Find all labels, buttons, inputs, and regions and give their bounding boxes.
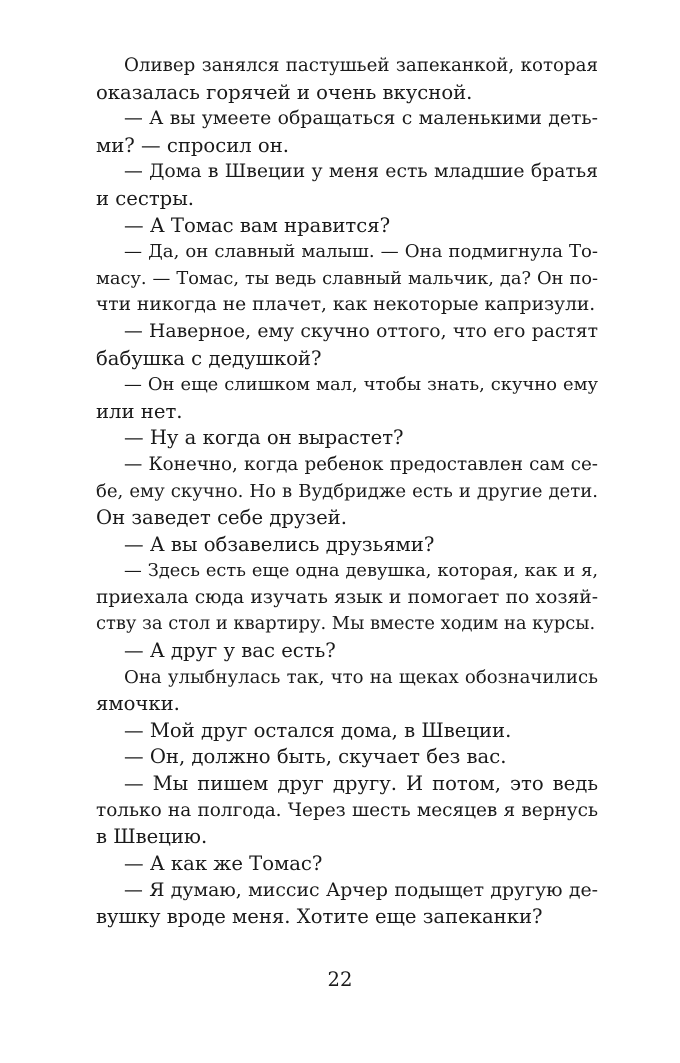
text-line: — Здесь есть еще одна девушка, которая, как и я,: [124, 560, 598, 582]
text-line: Она улыбнулась так, что на щеках обозначились: [124, 666, 598, 688]
text-line: Оливер занялся пастушьей запеканкой, которая: [124, 55, 598, 76]
paragraph: [96, 877, 598, 930]
text-line: масу. — Томас, ты ведь славный мальчик, да? Он по-: [96, 267, 598, 289]
paragraph: [96, 532, 598, 559]
text-line: бе, ему скучно. Но в Вудбридже есть и другие дети.: [96, 480, 598, 502]
text-line: вушку вроде меня. Хотите еще запеканки?: [96, 905, 543, 928]
text-line: — Я думаю, миссис Арчер подыщет другую де-: [124, 879, 598, 902]
paragraph: [96, 239, 598, 319]
paragraph: [96, 106, 598, 159]
text-line: Он заведет себе друзей.: [96, 506, 347, 530]
text-line: — Он еще слишком мал, чтобы знать, скучно ему: [124, 374, 598, 396]
text-line: только на полгода. Через шесть месяцев я вернусь: [96, 799, 598, 821]
paragraph: [96, 425, 598, 452]
text-line: чти никогда не плачет, как некоторые капризули.: [96, 294, 596, 316]
text-line: — Наверное, ему скучно оттого, что его растят: [124, 320, 598, 342]
paragraph: [96, 771, 598, 851]
paragraph: [96, 718, 598, 745]
text-line: — Он, должно быть, скучает без вас.: [124, 745, 507, 769]
text-line: — А Томас вам нравится?: [124, 213, 391, 237]
text-line: ству за стол и квартиру. Мы вместе ходим на курсы.: [96, 613, 596, 635]
paragraph: [96, 53, 598, 106]
text-line: приехала сюда изучать язык и помогает по хозяй-: [96, 586, 598, 608]
text-line: или нет.: [96, 399, 183, 423]
text-line: — Дома в Швеции у меня есть младшие братья: [124, 161, 598, 183]
text-line: — А друг у вас есть?: [124, 639, 336, 663]
paragraph: [96, 213, 598, 240]
text-line: — Да, он славный малыш. — Она подмигнула То-: [124, 241, 598, 263]
paragraph: [96, 744, 598, 771]
text-line: — А как же Томас?: [124, 851, 323, 875]
paragraph: [96, 159, 598, 212]
paragraph: [96, 638, 598, 665]
text-line: — Мой друг остался дома, в Швеции.: [124, 718, 512, 742]
page-body: [96, 53, 598, 931]
text-line: и сестры.: [96, 186, 195, 210]
paragraph: [96, 452, 598, 532]
paragraph: [96, 558, 598, 638]
paragraph: [96, 372, 598, 425]
text-line: — А вы умеете обращаться с маленькими деть-: [124, 108, 598, 130]
text-line: в Швецию.: [96, 825, 208, 849]
text-line: ми? — спросил он.: [96, 133, 290, 157]
text-line: — Конечно, когда ребенок предоставлен сам се-: [124, 453, 598, 475]
paragraph: [96, 319, 598, 372]
page-number: 22: [327, 968, 353, 991]
text-line: — Ну а когда он вырастет?: [124, 426, 404, 450]
text-line: — Мы пишем друг другу. И потом, это ведь: [124, 772, 598, 796]
text-line: бабушка с дедушкой?: [96, 346, 322, 370]
text-line: ямочки.: [96, 692, 180, 716]
text-line: — А вы обзавелись друзьями?: [124, 532, 435, 556]
paragraph: [96, 851, 598, 878]
paragraph: [96, 665, 598, 718]
text-line: оказалась горячей и очень вкусной.: [96, 80, 473, 104]
